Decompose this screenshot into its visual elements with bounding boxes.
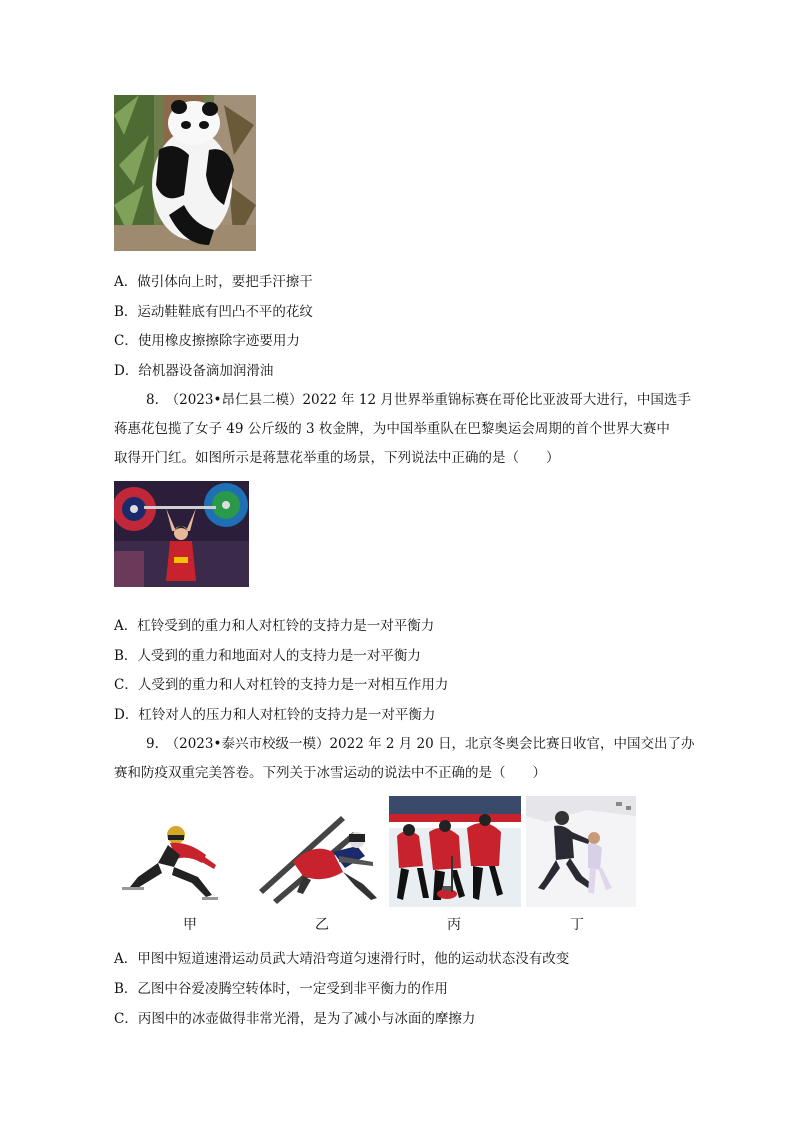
figure-ding [526,796,636,907]
weightlifter-image [114,481,249,587]
weightlifter-photo-icon [114,481,249,587]
q9-stem [114,730,714,788]
figure-bing-caption: 丙 [447,917,461,933]
q7-option-a: A．做引体向上时，要把手汗擦干 [114,274,313,290]
q8-option-d: D．杠铃对人的压力和人对杠铃的支持力是一对平衡力 [114,707,436,723]
q8-stem [114,386,714,473]
q8-stem-line-1: 8. （2023•昂仁县二模）2022 年 12 月世界举重锦标赛在哥伦比亚波哥大进行，中国选手 [146,392,691,408]
figure-skaters-photo-icon [526,796,636,907]
q8-stem-line-3: 取得开门红。如图所示是蒋慧花举重的场景，下列说法中正确的是（ ） [114,450,560,466]
q7-option-c: C．使用橡皮擦擦除字迹要用力 [114,333,300,349]
q8-option-c: C．人受到的重力和人对杠铃的支持力是一对相互作用力 [114,677,449,693]
figure-jia [118,815,223,907]
figure-bing [389,796,521,907]
figure-yi [253,812,381,904]
q9-option-a: A．甲图中短道速滑运动员武大靖沿弯道匀速滑行时，他的运动状态没有改变 [114,951,570,967]
aerial-skier-photo-icon [253,812,381,904]
q9-stem-line-2: 赛和防疫双重完美答卷。下列关于冰雪运动的说法中不正确的是（ ） [114,765,546,781]
panda-image [114,95,256,251]
q7-option-b: B．运动鞋鞋底有凹凸不平的花纹 [114,304,313,320]
q8-option-b: B．人受到的重力和地面对人的支持力是一对平衡力 [114,648,421,664]
speed-skater-photo-icon [118,815,223,907]
q8-option-a: A．杠铃受到的重力和人对杠铃的支持力是一对平衡力 [114,618,435,634]
q8-stem-line-2: 蒋惠花包揽了女子 49 公斤级的 3 枚金牌，为中国举重队在巴黎奥运会周期的首个世界大赛中 [114,421,670,437]
figure-yi-caption: 乙 [315,917,329,933]
q9-stem-line-1: 9. （2023•泰兴市校级一模）2022 年 2 月 20 日，北京冬奥会比赛日收官，中国交出了办 [146,736,695,752]
figure-jia-caption: 甲 [183,917,197,933]
figure-ding-caption: 丁 [570,917,584,933]
curling-team-photo-icon [389,796,521,907]
q9-option-b: B．乙图中谷爱凌腾空转体时，一定受到非平衡力的作用 [114,981,448,997]
q9-option-c: C．丙图中的冰壶做得非常光滑，是为了减小与冰面的摩擦力 [114,1011,476,1027]
panda-climbing-tree-photo-icon [114,95,256,251]
q7-option-d: D．给机器设备滴加润滑油 [114,363,274,379]
